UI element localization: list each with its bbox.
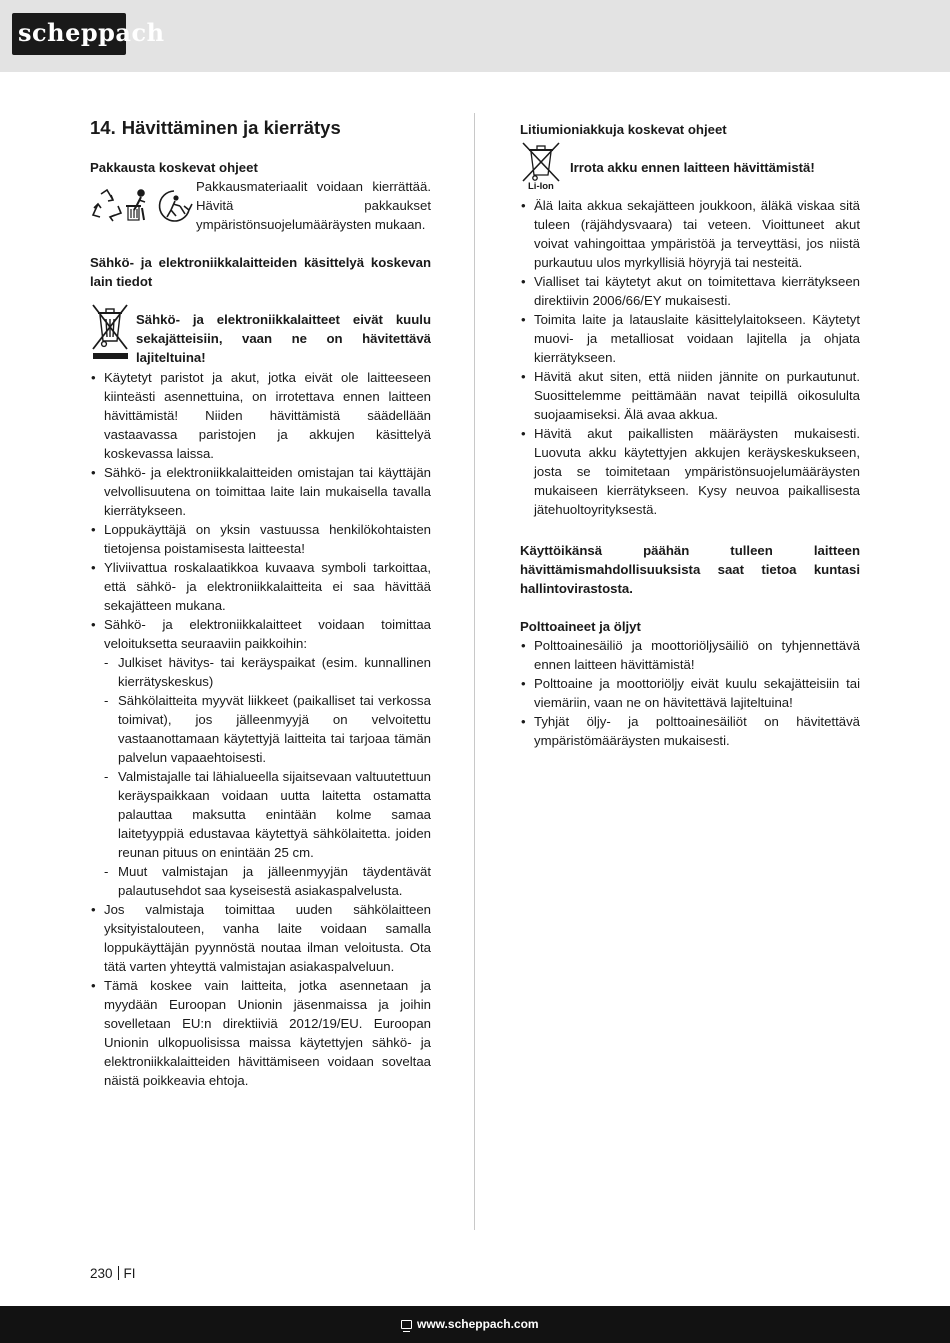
section-number: 14. — [90, 117, 116, 138]
footer-separator — [118, 1266, 119, 1280]
weee-warning: Sähkö- ja elektroniikkalaitteet eivät kuulu sekajätteisiin, vaan ne on hävitettävä lajiteltuina! — [136, 312, 431, 365]
weee-list-block — [90, 368, 431, 1090]
liion-heading: Litiumioniakkuja koskevat ohjeet — [520, 122, 727, 137]
liion-icon-label: Li-Ion — [528, 181, 554, 192]
list-item: • Tyhjät öljy- ja polttoainesäiliöt on hävitettävä ympäristömääräysten mukaisesti. — [520, 712, 860, 750]
liion-list — [520, 196, 860, 519]
header-bar — [0, 0, 950, 72]
weee-heading: Sähkö- ja elektroniikkalaitteiden käsittelyä koskevan lain tiedot — [90, 255, 431, 289]
weee-list — [90, 368, 431, 1090]
list-item: • Toimita laite ja latauslaite käsittelylaitokseen. Käytetyt muovi- ja metalliosat voidaan lajitella ja ohjata kierrätykseen. — [520, 310, 860, 367]
packaging-heading: Pakkausta koskevat ohjeet — [90, 160, 258, 175]
fuels-list — [520, 636, 860, 750]
website-url: www.scheppach.com — [417, 1317, 539, 1331]
section-title — [90, 116, 341, 140]
packaging-icons — [90, 186, 195, 224]
list-item: • Polttoainesäiliö ja moottoriöljysäiliö on tyhjennettävä ennen laitteen hävittämistä! — [520, 636, 860, 674]
list-item — [90, 615, 431, 900]
page-footer — [90, 1265, 136, 1283]
list-item: • Käytetyt paristot ja akut, jotka eivät ole laitteeseen kiinteästi asennettuina, on irrotettava ennen laitteen hävittämistä! Niiden hävittämistä säädellään vastaavassa paristojen ja akkujen käsittelyä koskevassa laissa. — [90, 368, 431, 463]
fuels-list-block — [520, 636, 860, 750]
list-item: • Hävitä akut siten, että niiden jännite on purkautunut. Suosittelemme peittämään navat teipillä oikosululta suojaamiseksi. Älä avaa akkua. — [520, 367, 860, 424]
list-item: • Hävitä akut paikallisten määräysten mukaisesti. Luovuta akku käytettyjen akkujen keräyskeskukseen, josta se toimitetaan ympäristönsuojelumääräysten mukaiseen kierrätykseen. Kysy neuvoa paikallisesta jätehuoltoyrityksestä. — [520, 424, 860, 519]
list-item: • Loppukäyttäjä on yksin vastuussa henkilökohtaisten tietojensa poistamisesta laitteesta! — [90, 520, 431, 558]
list-item: - Sähkölaitteita myyvät liikkeet (paikalliset tai verkossa toimivat), jos jälleenmyyjä on velvoitettu vastaanottamaan käytettyjä laitteita tai tarjoaa tämän palvelun vapaaehtoisesti. — [104, 691, 431, 767]
section-title-text: Hävittäminen ja kierrätys — [121, 117, 341, 138]
list-item: • Vialliset tai käytetyt akut on toimitettava kierrätykseen direktiivin 2006/66/EY mukaisesti. — [520, 272, 860, 310]
fuels-heading: Polttoaineet ja öljyt — [520, 619, 641, 634]
list-item: - Valmistajalle tai lähialueella sijaitsevaan valtuutettuun keräyspaikkaan voidaan uutta laitetta ostamatta palauttaa maksutta enintään kolme samaa laitetyyppiä edustavaa käytettyä sähkölaitetta. joiden reunan pituus on enintään 25 cm. — [104, 767, 431, 862]
collection-points-list — [104, 653, 431, 900]
list-item: • Jos valmistaja toimittaa uuden sähkölaitteen yksityistalouteen, vanha laite voidaan samalla loppukäyttäjän pyynnöstä noutaa ilman veloitusta. Ota tätä varten yhteyttä valmistajan asiakaspalveluun. — [90, 900, 431, 976]
recycle-person-icon — [160, 191, 192, 221]
liion-list-block — [520, 196, 860, 519]
liion-bin-icon — [520, 141, 562, 193]
language-code: FI — [123, 1266, 136, 1281]
scheppach-logo — [12, 13, 165, 55]
column-divider — [474, 113, 475, 1230]
litter-bin-icon — [126, 190, 145, 220]
list-item-text: Sähkö- ja elektroniikkalaitteet voidaan toimittaa veloituksetta seuraaviin paikkoihin: — [104, 617, 431, 651]
list-item: • Älä laita akkua sekajätteen joukkoon, äläkä viskaa sitä tuleen (räjähdysvaara) tai veteen. Vioittuneet akut voivat vahingoittaa ympäristöä ja terveyttäsi, jos niistä purkautuu ulos myrkyllisiä höyryjä tai nesteitä. — [520, 196, 860, 272]
list-item: • Yliviivattua roskalaatikkoa kuvaava symboli tarkoittaa, että sähkö- ja elektroniikkalaitteita ei saa hävittää sekajätteen mukana. — [90, 558, 431, 615]
page-number: 230 — [90, 1266, 113, 1281]
recycle-icon — [93, 190, 121, 221]
municipal-info: Käyttöikänsä päähän tulleen laitteen hävittämismahdollisuuksista saat tietoa kuntasi hallintovirastosta. — [520, 543, 860, 596]
list-item: - Julkiset hävitys- tai keräyspaikat (esim. kunnallinen kierrätyskeskus) — [104, 653, 431, 691]
liion-warning: Irrota akku ennen laitteen hävittämistä! — [570, 160, 815, 175]
website-link[interactable] — [401, 1317, 539, 1331]
list-item: • Tämä koskee vain laitteita, jotka asennetaan ja myydään Euroopan Unionin jäsenmaissa ja joihin sovelletaan EU:n direktiiviä 2012/19/EU. Euroopan Unionin ulkopuolisissa maissa käytettyjen sähkö- ja elektroniikkalaitteiden hävittämiseen voidaan soveltaa näistä poikkeavia ehtoja. — [90, 976, 431, 1090]
list-item: • Polttoaine ja moottoriöljy eivät kuulu sekajätteisiin tai viemäriin, vaan ne on hävitettävä lajiteltuina! — [520, 674, 860, 712]
list-item: - Muut valmistajan ja jälleenmyyjän täydentävät palautusehdot saa kyseisestä asiakaspalvelusta. — [104, 862, 431, 900]
packaging-text: Pakkausmateriaalit voidaan kierrättää. Hävitä pakkaukset ympäristönsuojelumääräysten mukaan. — [196, 179, 431, 232]
monitor-icon — [401, 1320, 412, 1329]
logo-text: scheppach — [18, 18, 165, 47]
crossed-bin-icon — [520, 141, 562, 183]
crossed-bin-icon — [90, 303, 130, 361]
list-item: • Sähkö- ja elektroniikkalaitteiden omistajan tai käyttäjän velvollisuutena on toimittaa laite lain mukaisella tavalla kierrätykseen. — [90, 463, 431, 520]
